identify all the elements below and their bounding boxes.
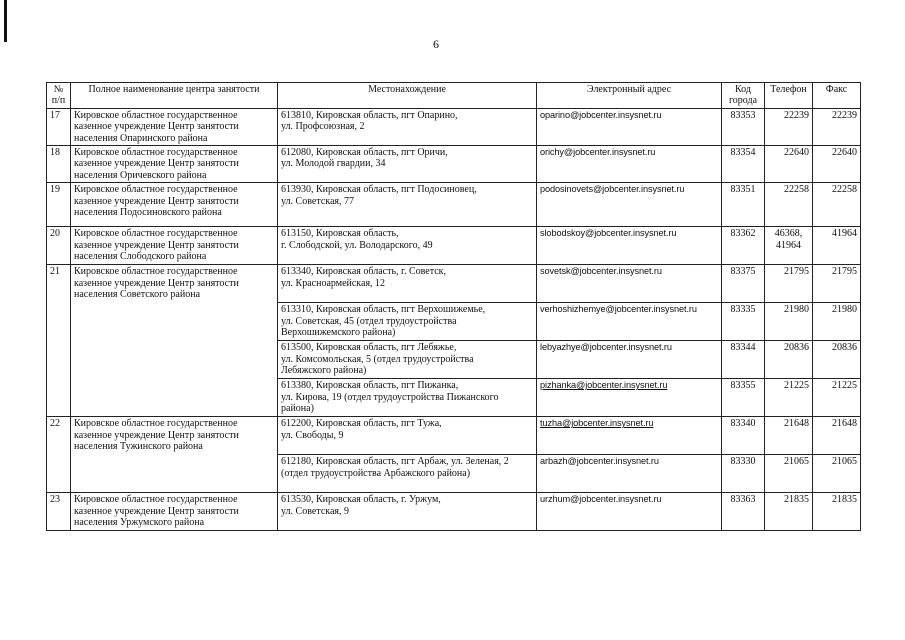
row-number: 23 [47,493,71,531]
header-code: Код города [722,83,765,109]
phone: 21648 [765,417,813,455]
phone: 21980 [765,303,813,341]
office-address: 613340, Кировская область, г. Советск, ул. Красноармейская, 12 [278,265,537,303]
city-code: 83340 [722,417,765,455]
center-name: Кировское областное государственное казенное учреждение Центр занятости населения Оричевского района [71,146,278,183]
fax: 21065 [813,455,861,493]
left-margin-mark [4,0,7,42]
table-row [47,265,861,303]
fax: 21648 [813,417,861,455]
city-code: 83363 [722,493,765,531]
phone: 21795 [765,265,813,303]
header-email: Электронный адрес [537,83,722,109]
fax: 21795 [813,265,861,303]
row-number: 21 [47,265,71,417]
phone: 22640 [765,146,813,183]
office-email: oparino@jobcenter.insysnet.ru [537,108,722,145]
row-number: 19 [47,183,71,227]
office-email: lebyazhye@jobcenter.insysnet.ru [537,341,722,379]
fax: 41964 [813,227,861,265]
office-address: 613150, Кировская область, г. Слободской, ул. Володарского, 49 [278,227,537,265]
page-number: 6 [433,37,439,51]
office-address: 612180, Кировская область, пгт Арбаж, ул. Зеленая, 2 (отдел трудоустройства Арбажского района) [278,455,537,493]
office-address: 612200, Кировская область, пгт Тужа, ул. Свободы, 9 [278,417,537,455]
office-address: 613310, Кировская область, пгт Верхошижемье, ул. Советская, 45 (отдел трудоустройства Верхошижемского района) [278,303,537,341]
fax: 22258 [813,183,861,227]
header-fax: Факс [813,83,861,109]
city-code: 83355 [722,379,765,417]
office-email: slobodskoy@jobcenter.insysnet.ru [537,227,722,265]
table-header-row [47,83,861,109]
city-code: 83353 [722,108,765,145]
fax: 22640 [813,146,861,183]
city-code: 83344 [722,341,765,379]
phone: 21065 [765,455,813,493]
header-no: № п/п [47,83,71,109]
fax: 22239 [813,108,861,145]
row-number: 22 [47,417,71,493]
fax: 21835 [813,493,861,531]
header-location: Местонахождение [278,83,537,109]
phone: 46368, 41964 [765,227,813,265]
table-row [47,417,861,455]
office-address: 613530, Кировская область, г. Уржум, ул. Советская, 9 [278,493,537,531]
fax: 21225 [813,379,861,417]
center-name: Кировское областное государственное казенное учреждение Центр занятости населения Уржумского района [71,493,278,531]
phone: 22239 [765,108,813,145]
phone: 20836 [765,341,813,379]
city-code: 83362 [722,227,765,265]
row-number: 18 [47,146,71,183]
table-row [47,146,861,183]
office-email: sovetsk@jobcenter.insysnet.ru [537,265,722,303]
city-code: 83351 [722,183,765,227]
office-email: tuzha@jobcenter.insysnet.ru [537,417,722,455]
table-row [47,493,861,531]
office-address: 613380, Кировская область, пгт Пижанка, ул. Кирова, 19 (отдел трудоустройства Пижанского района) [278,379,537,417]
header-name: Полное наименование центра занятости [71,83,278,109]
office-email: verhoshizhemye@jobcenter.insysnet.ru [537,303,722,341]
office-address: 613810, Кировская область, пгт Опарино, ул. Профсоюзная, 2 [278,108,537,145]
office-address: 613500, Кировская область, пгт Лебяжье, ул. Комсомольская, 5 (отдел трудоустройства Лебяжского района) [278,341,537,379]
phone: 22258 [765,183,813,227]
office-email: podosinovets@jobcenter.insysnet.ru [537,183,722,227]
city-code: 83375 [722,265,765,303]
office-email: arbazh@jobcenter.insysnet.ru [537,455,722,493]
phone: 21225 [765,379,813,417]
center-name: Кировское областное государственное казенное учреждение Центр занятости населения Тужинского района [71,417,278,493]
center-name: Кировское областное государственное казенное учреждение Центр занятости населения Советского района [71,265,278,417]
office-email: urzhum@jobcenter.insysnet.ru [537,493,722,531]
table-row [47,183,861,227]
office-address: 612080, Кировская область, пгт Оричи, ул. Молодой гвардии, 34 [278,146,537,183]
center-name: Кировское областное государственное казенное учреждение Центр занятости населения Слободского района [71,227,278,265]
fax: 21980 [813,303,861,341]
row-number: 17 [47,108,71,145]
center-name: Кировское областное государственное казенное учреждение Центр занятости населения Опаринского района [71,108,278,145]
office-email: pizhanka@jobcenter.insysnet.ru [537,379,722,417]
header-phone: Телефон [765,83,813,109]
table-row [47,227,861,265]
row-number: 20 [47,227,71,265]
center-name: Кировское областное государственное казенное учреждение Центр занятости населения Подосиновского района [71,183,278,227]
phone: 21835 [765,493,813,531]
office-email: orichy@jobcenter.insysnet.ru [537,146,722,183]
city-code: 83354 [722,146,765,183]
office-address: 613930, Кировская область, пгт Подосиновец, ул. Советская, 77 [278,183,537,227]
fax: 20836 [813,341,861,379]
city-code: 83335 [722,303,765,341]
table-row [47,108,861,145]
employment-centers-table [46,82,861,531]
city-code: 83330 [722,455,765,493]
